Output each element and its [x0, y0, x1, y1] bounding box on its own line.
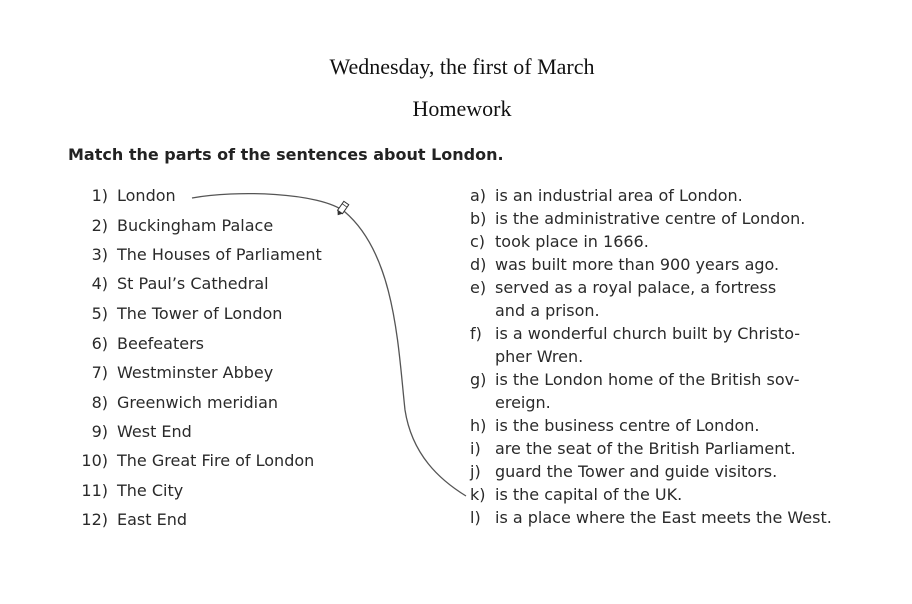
item-number: 2) [91, 216, 108, 235]
item-number: 10) [81, 451, 108, 470]
item-letter: g) [470, 370, 487, 389]
item-number: 9) [91, 422, 108, 441]
list-item [72, 304, 283, 326]
item-text: is an industrial area of London. [495, 186, 743, 205]
item-number: 1) [91, 186, 108, 205]
item-number: 5) [91, 304, 108, 323]
item-text: East End [117, 510, 188, 529]
item-letter: b) [470, 209, 487, 228]
item-text: served as a royal palace, a fortress [495, 278, 777, 297]
item-text: took place in 1666. [495, 232, 649, 251]
item-text: Westminster Abbey [117, 363, 274, 382]
item-text: The Houses of Parliament [117, 245, 322, 264]
page-subtitle: Homework [412, 96, 512, 121]
list-item [72, 245, 322, 267]
list-item [72, 334, 204, 356]
list-item [72, 274, 269, 296]
item-text: West End [117, 422, 192, 441]
item-text: The City [117, 481, 184, 500]
item-number: 12) [81, 510, 108, 529]
list-item [72, 451, 315, 473]
item-text: is the administrative centre of London. [495, 209, 806, 228]
item-letter: d) [470, 255, 487, 274]
item-text-continuation: and a prison. [495, 301, 600, 320]
item-letter: h) [470, 416, 487, 435]
item-number: 7) [91, 363, 108, 382]
item-text: The Great Fire of London [117, 451, 315, 470]
item-letter: l) [470, 508, 481, 527]
list-item [72, 393, 279, 415]
item-letter: a) [470, 186, 487, 205]
item-text: is a wonderful church built by Christo- [495, 324, 801, 343]
item-text-continuation: pher Wren. [495, 347, 584, 366]
item-letter: f) [470, 324, 482, 343]
item-text: The Tower of London [117, 304, 283, 323]
item-number: 6) [91, 334, 108, 353]
item-text-continuation: ereign. [495, 393, 551, 412]
item-number: 8) [91, 393, 108, 412]
page-title: Wednesday, the first of March [329, 54, 595, 79]
item-letter: k) [470, 485, 486, 504]
item-text: Greenwich meridian [117, 393, 279, 412]
item-text: St Paul’s Cathedral [117, 274, 269, 293]
list-item [72, 481, 184, 503]
item-text: is the London home of the British sov- [495, 370, 800, 389]
item-number: 11) [81, 481, 108, 500]
item-text: are the seat of the British Parliament. [495, 439, 796, 458]
list-item [72, 216, 274, 238]
item-text: is the capital of the UK. [495, 485, 683, 504]
item-letter: c) [470, 232, 486, 251]
item-number: 4) [91, 274, 108, 293]
list-item [72, 363, 274, 385]
list-item [72, 186, 176, 208]
item-text: is the business centre of London. [495, 416, 760, 435]
item-text: London [117, 186, 176, 205]
item-letter: i) [470, 439, 481, 458]
item-text: was built more than 900 years ago. [495, 255, 780, 274]
exercise-instruction: Match the parts of the sentences about London. [68, 145, 504, 164]
item-letter: e) [470, 278, 487, 297]
item-number: 3) [91, 245, 108, 264]
list-item [72, 422, 192, 444]
item-text: guard the Tower and guide visitors. [495, 462, 778, 481]
item-text: is a place where the East meets the West. [495, 508, 832, 527]
item-letter: j) [470, 462, 481, 481]
item-text: Buckingham Palace [117, 216, 274, 235]
item-text: Beefeaters [117, 334, 204, 353]
pencil-cursor-icon [335, 201, 349, 217]
list-item [72, 510, 188, 532]
